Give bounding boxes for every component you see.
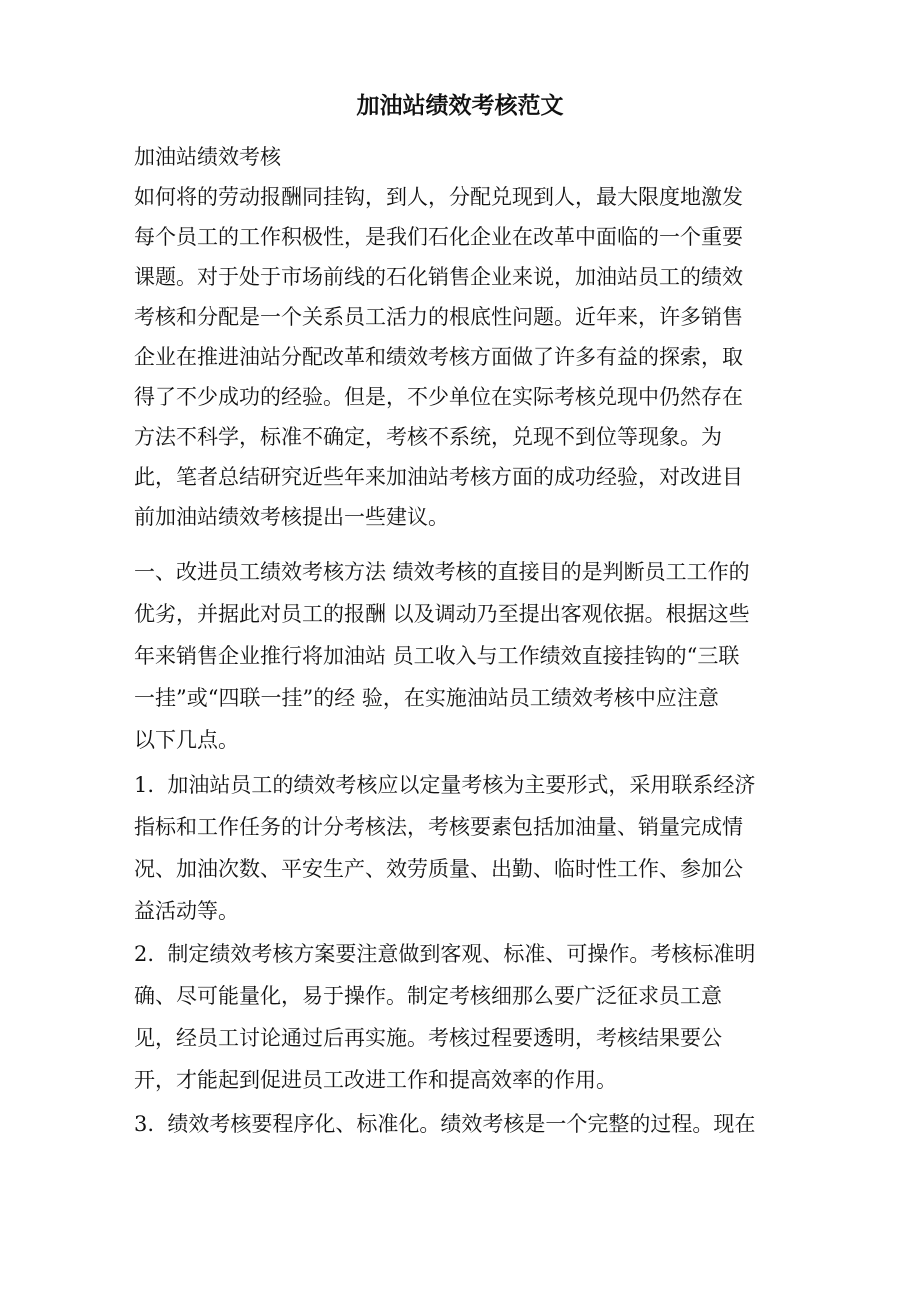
intro-line: 课题。对于处于市场前线的石化销售企业来说，加油站员工的绩效 bbox=[134, 265, 743, 289]
intro-line: 每个员工的工作积极性，是我们石化企业在改革中面临的一个重要 bbox=[134, 225, 743, 249]
item1-line: 益活动等。 bbox=[134, 899, 239, 923]
intro-line: 考核和分配是一个关系员工活力的根底性问题。近年来，许多销售 bbox=[134, 305, 743, 329]
item1-line: 况、加油次数、平安生产、效劳质量、出勤、临时性工作、参加公 bbox=[134, 857, 743, 881]
intro-line: 前加油站绩效考核提出一些建议。 bbox=[134, 505, 449, 529]
item3-line: 3. 绩效考核要程序化、标准化。绩效考核是一个完整的过程。现在 bbox=[134, 1112, 756, 1136]
item1-line: 指标和工作任务的计分考核法，考核要素包括加油量、销量完成情 bbox=[134, 815, 743, 839]
intro-line: 企业在推进油站分配改革和绩效考核方面做了许多有益的探索，取 bbox=[134, 345, 743, 369]
intro-line: 此，笔者总结研究近些年来加油站考核方面的成功经验，对改进目 bbox=[134, 465, 743, 489]
intro-line: 方法不科学，标准不确定，考核不系统，兑现不到位等现象。为 bbox=[134, 425, 722, 449]
section1-line: 优劣，并据此对员工的报酬 以及调动乃至提出客观依据。根据这些 bbox=[134, 602, 750, 626]
intro-line: 如何将的劳动报酬同挂钩，到人，分配兑现到人，最大限度地激发 bbox=[134, 185, 743, 209]
section1-line: 年来销售企业推行将加油站 员工收入与工作绩效直接挂钩的“三联 bbox=[134, 644, 740, 668]
document-subtitle: 加油站绩效考核 bbox=[134, 145, 281, 169]
item2-line: 见，经员工讨论通过后再实施。考核过程要透明，考核结果要公 bbox=[134, 1026, 722, 1050]
document-title: 加油站绩效考核范文 bbox=[356, 92, 564, 119]
section1-line: 以下几点。 bbox=[134, 728, 239, 752]
section1-line: 一、改进员工绩效考核方法 绩效考核的直接目的是判断员工工作的 bbox=[134, 560, 750, 584]
item2-line: 2. 制定绩效考核方案要注意做到客观、标准、可操作。考核标准明 bbox=[134, 942, 756, 966]
intro-line: 得了不少成功的经验。但是，不少单位在实际考核兑现中仍然存在 bbox=[134, 385, 743, 409]
section1-line: 一挂”或“四联一挂”的经 验，在实施油站员工绩效考核中应注意 bbox=[134, 686, 719, 710]
item2-line: 开，才能起到促进员工改进工作和提高效率的作用。 bbox=[134, 1068, 617, 1092]
item1-line: 1. 加油站员工的绩效考核应以定量考核为主要形式，采用联系经济 bbox=[134, 773, 756, 797]
item2-line: 确、尽可能量化，易于操作。制定考核细那么要广泛征求员工意 bbox=[134, 984, 722, 1008]
